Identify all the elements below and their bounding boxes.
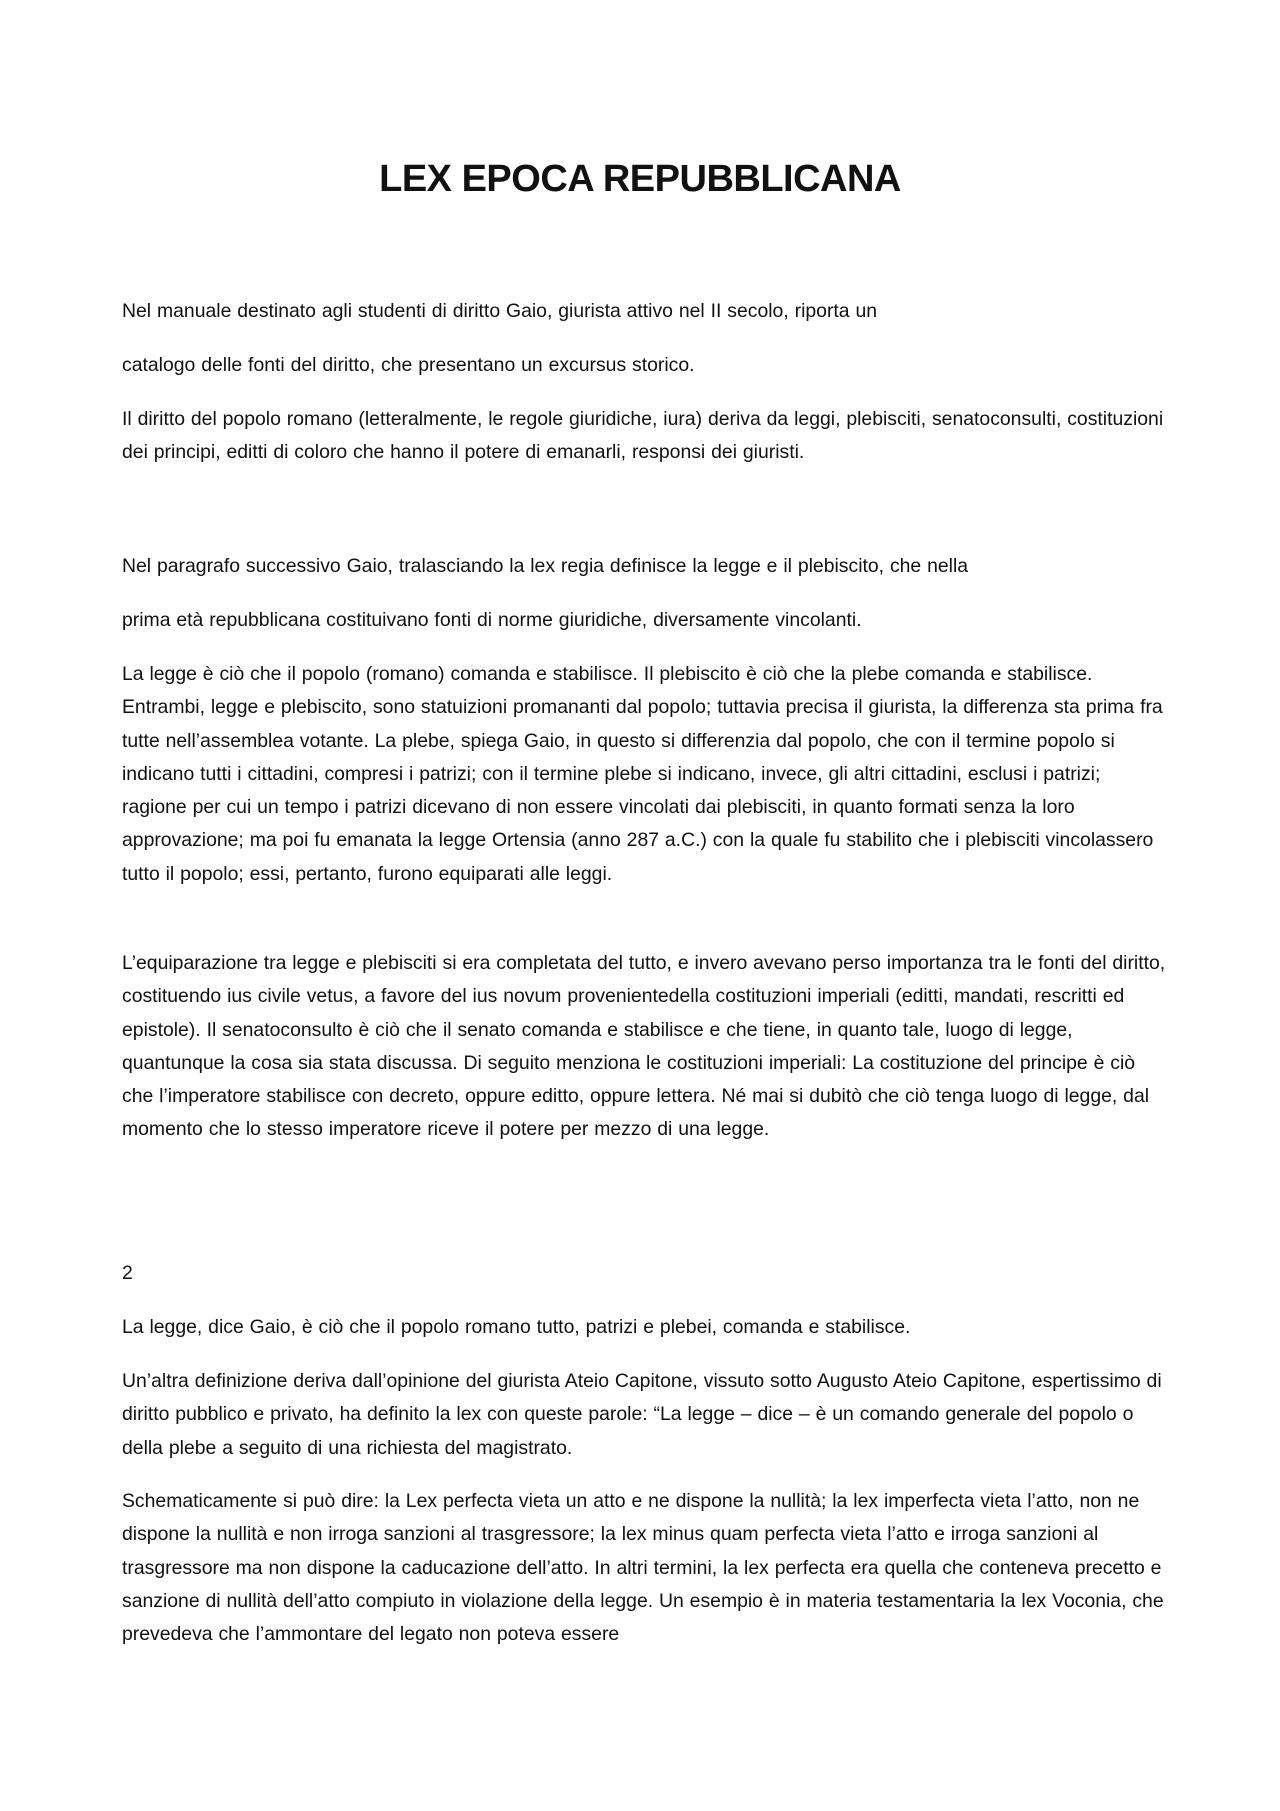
paragraph-1: Nel manuale destinato agli studenti di diritto Gaio, giurista attivo nel II secolo, riporta un bbox=[122, 300, 878, 322]
paragraph-2: catalogo delle fonti del diritto, che presentano un excursus storico. bbox=[122, 354, 695, 376]
paragraph-3: Il diritto del popolo romano (letteralmente, le regole giuridiche, iura) deriva da leggi, plebisciti, senatoconsulti, costituzioni dei principi, editti di coloro che hanno il potere di emanarli, responsi dei giuristi. bbox=[122, 408, 1164, 464]
section-number: 2 bbox=[122, 1262, 133, 1284]
paragraph-6: La legge è ciò che il popolo (romano) comanda e stabilisce. Il plebiscito è ciò che la plebe comanda e stabilisce. Entrambi, legge e plebiscito, sono statuizioni promananti dal popolo; tuttavia precisa il giurista, la differenza sta prima fra tutte nell’assemblea votante. La plebe, spiega Gaio, in questo si differenzia dal popolo, che con il termine popolo si indicano tutti i cittadini, compresi i patrizi; con il termine plebe si indicano, invece, gli altri cittadini, esclusi i patrizi; ragione per cui un tempo i patrizi dicevano di non essere vincolati dai plebisciti, in quanto formati senza la loro approvazione; ma poi fu emanata la legge Ortensia (anno 287 a.C.) con la quale fu stabilito che i plebisciti vincolassero tutto il popolo; essi, pertanto, furono equiparati alle leggi. bbox=[122, 663, 1163, 885]
paragraph-9: Un’altra definizione deriva dall’opinione del giurista Ateio Capitone, vissuto sotto Augusto Ateio Capitone, espertissimo di diritto pubblico e privato, ha definito la lex con queste parole: “La legge – dice – è un comando generale del popolo o della plebe a seguito di una richiesta del magistrato. bbox=[122, 1370, 1162, 1459]
paragraph-5: prima età repubblicana costituivano fonti di norme giuridiche, diversamente vincolanti. bbox=[122, 609, 862, 631]
paragraph-10: Schematicamente si può dire: la Lex perfecta vieta un atto e ne dispone la nullità; la lex imperfecta vieta l’atto, non ne dispone la nullità e non irroga sanzioni al trasgressore; la lex minus quam perfecta vieta l’atto e irroga sanzioni al trasgressore ma non dispone la caducazione dell’atto. In altri termini, la lex perfecta era quella che conteneva precetto e sanzione di nullità dell’atto compiuto in violazione della legge. Un esempio è in materia testamentaria la lex Voconia, che prevedeva che l’ammontare del legato non poteva essere bbox=[122, 1490, 1164, 1646]
page-title: LEX EPOCA REPUBBLICANA bbox=[379, 158, 901, 200]
paragraph-7: L’equiparazione tra legge e plebisciti si era completata del tutto, e invero avevano perso importanza tra le fonti del diritto, costituendo ius civile vetus, a favore del ius novum provenientedella costituzioni imperiali (editti, mandati, rescritti ed epistole). Il senatoconsulto è ciò che il senato comanda e stabilisce e che tiene, in quanto tale, luogo di legge, quantunque la cosa sia stata discussa. Di seguito menziona le costituzioni imperiali: La costituzione del principe è ciò che l’imperatore stabilisce con decreto, oppure editto, oppure lettera. Né mai si dubitò che ciò tenga luogo di legge, dal momento che lo stesso imperatore riceve il potere per mezzo di una legge. bbox=[122, 952, 1166, 1141]
paragraph-4: Nel paragrafo successivo Gaio, tralasciando la lex regia definisce la legge e il plebiscito, che nella bbox=[122, 555, 969, 577]
paragraph-8: La legge, dice Gaio, è ciò che il popolo romano tutto, patrizi e plebei, comanda e stabilisce. bbox=[122, 1316, 911, 1338]
